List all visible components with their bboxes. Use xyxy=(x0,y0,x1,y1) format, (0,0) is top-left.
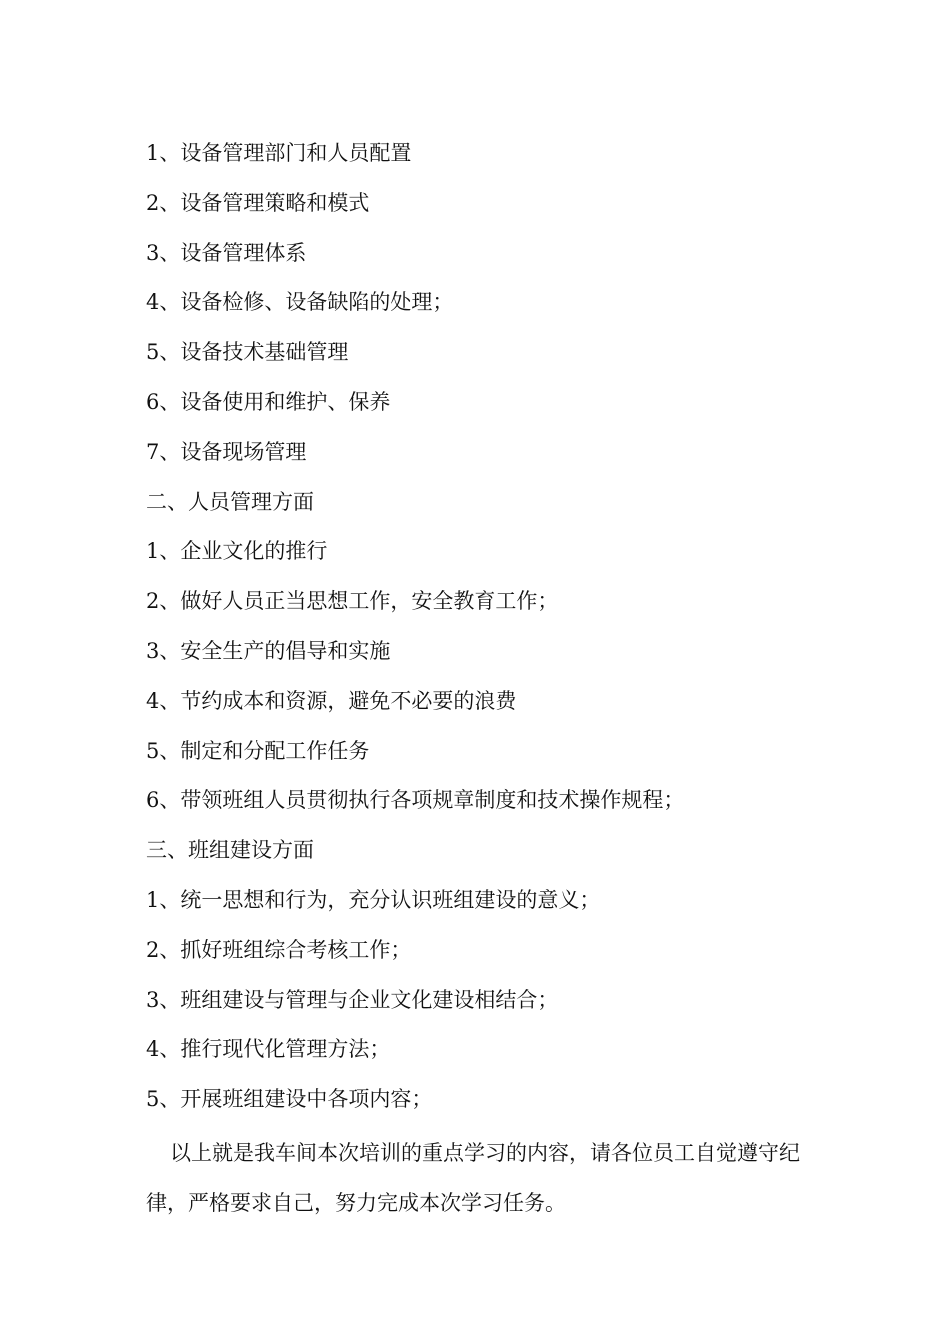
list-item: 4、设备检修、设备缺陷的处理； xyxy=(146,290,454,315)
list-item: 3、设备管理体系 xyxy=(146,240,307,265)
list-item: 3、安全生产的倡导和实施 xyxy=(146,638,391,663)
document-body xyxy=(146,129,816,1229)
list-item: 1、设备管理部门和人员配置 xyxy=(146,141,412,165)
list-item: 5、制定和分配工作任务 xyxy=(146,738,370,763)
list-item: 2、抓好班组综合考核工作； xyxy=(146,937,412,962)
list-item: 1、统一思想和行为，充分认识班组建设的意义； xyxy=(146,887,601,912)
list-item: 6、设备使用和维护、保养 xyxy=(146,389,391,414)
list-item: 6、带领班组人员贯彻执行各项规章制度和技术操作规程； xyxy=(146,788,685,813)
section-heading: 二、人员管理方面 xyxy=(146,489,314,514)
list-item: 4、节约成本和资源，避免不必要的浪费 xyxy=(146,688,517,713)
list-item: 1、企业文化的推行 xyxy=(146,539,328,564)
list-item: 2、做好人员正当思想工作，安全教育工作； xyxy=(146,589,559,614)
list-item: 4、推行现代化管理方法； xyxy=(146,1037,391,1062)
list-item: 3、班组建设与管理与企业文化建设相结合； xyxy=(146,987,559,1012)
closing-paragraph: 以上就是我车间本次培训的重点学习的内容，请各位员工自觉遵守纪律，严格要求自己，努力完成本次学习任务。 xyxy=(146,1140,800,1215)
list-item: 5、开展班组建设中各项内容； xyxy=(146,1087,433,1112)
list-item: 2、设备管理策略和模式 xyxy=(146,190,370,215)
section-heading: 三、班组建设方面 xyxy=(146,838,314,863)
list-item: 7、设备现场管理 xyxy=(146,439,307,464)
list-item: 5、设备技术基础管理 xyxy=(146,340,349,365)
